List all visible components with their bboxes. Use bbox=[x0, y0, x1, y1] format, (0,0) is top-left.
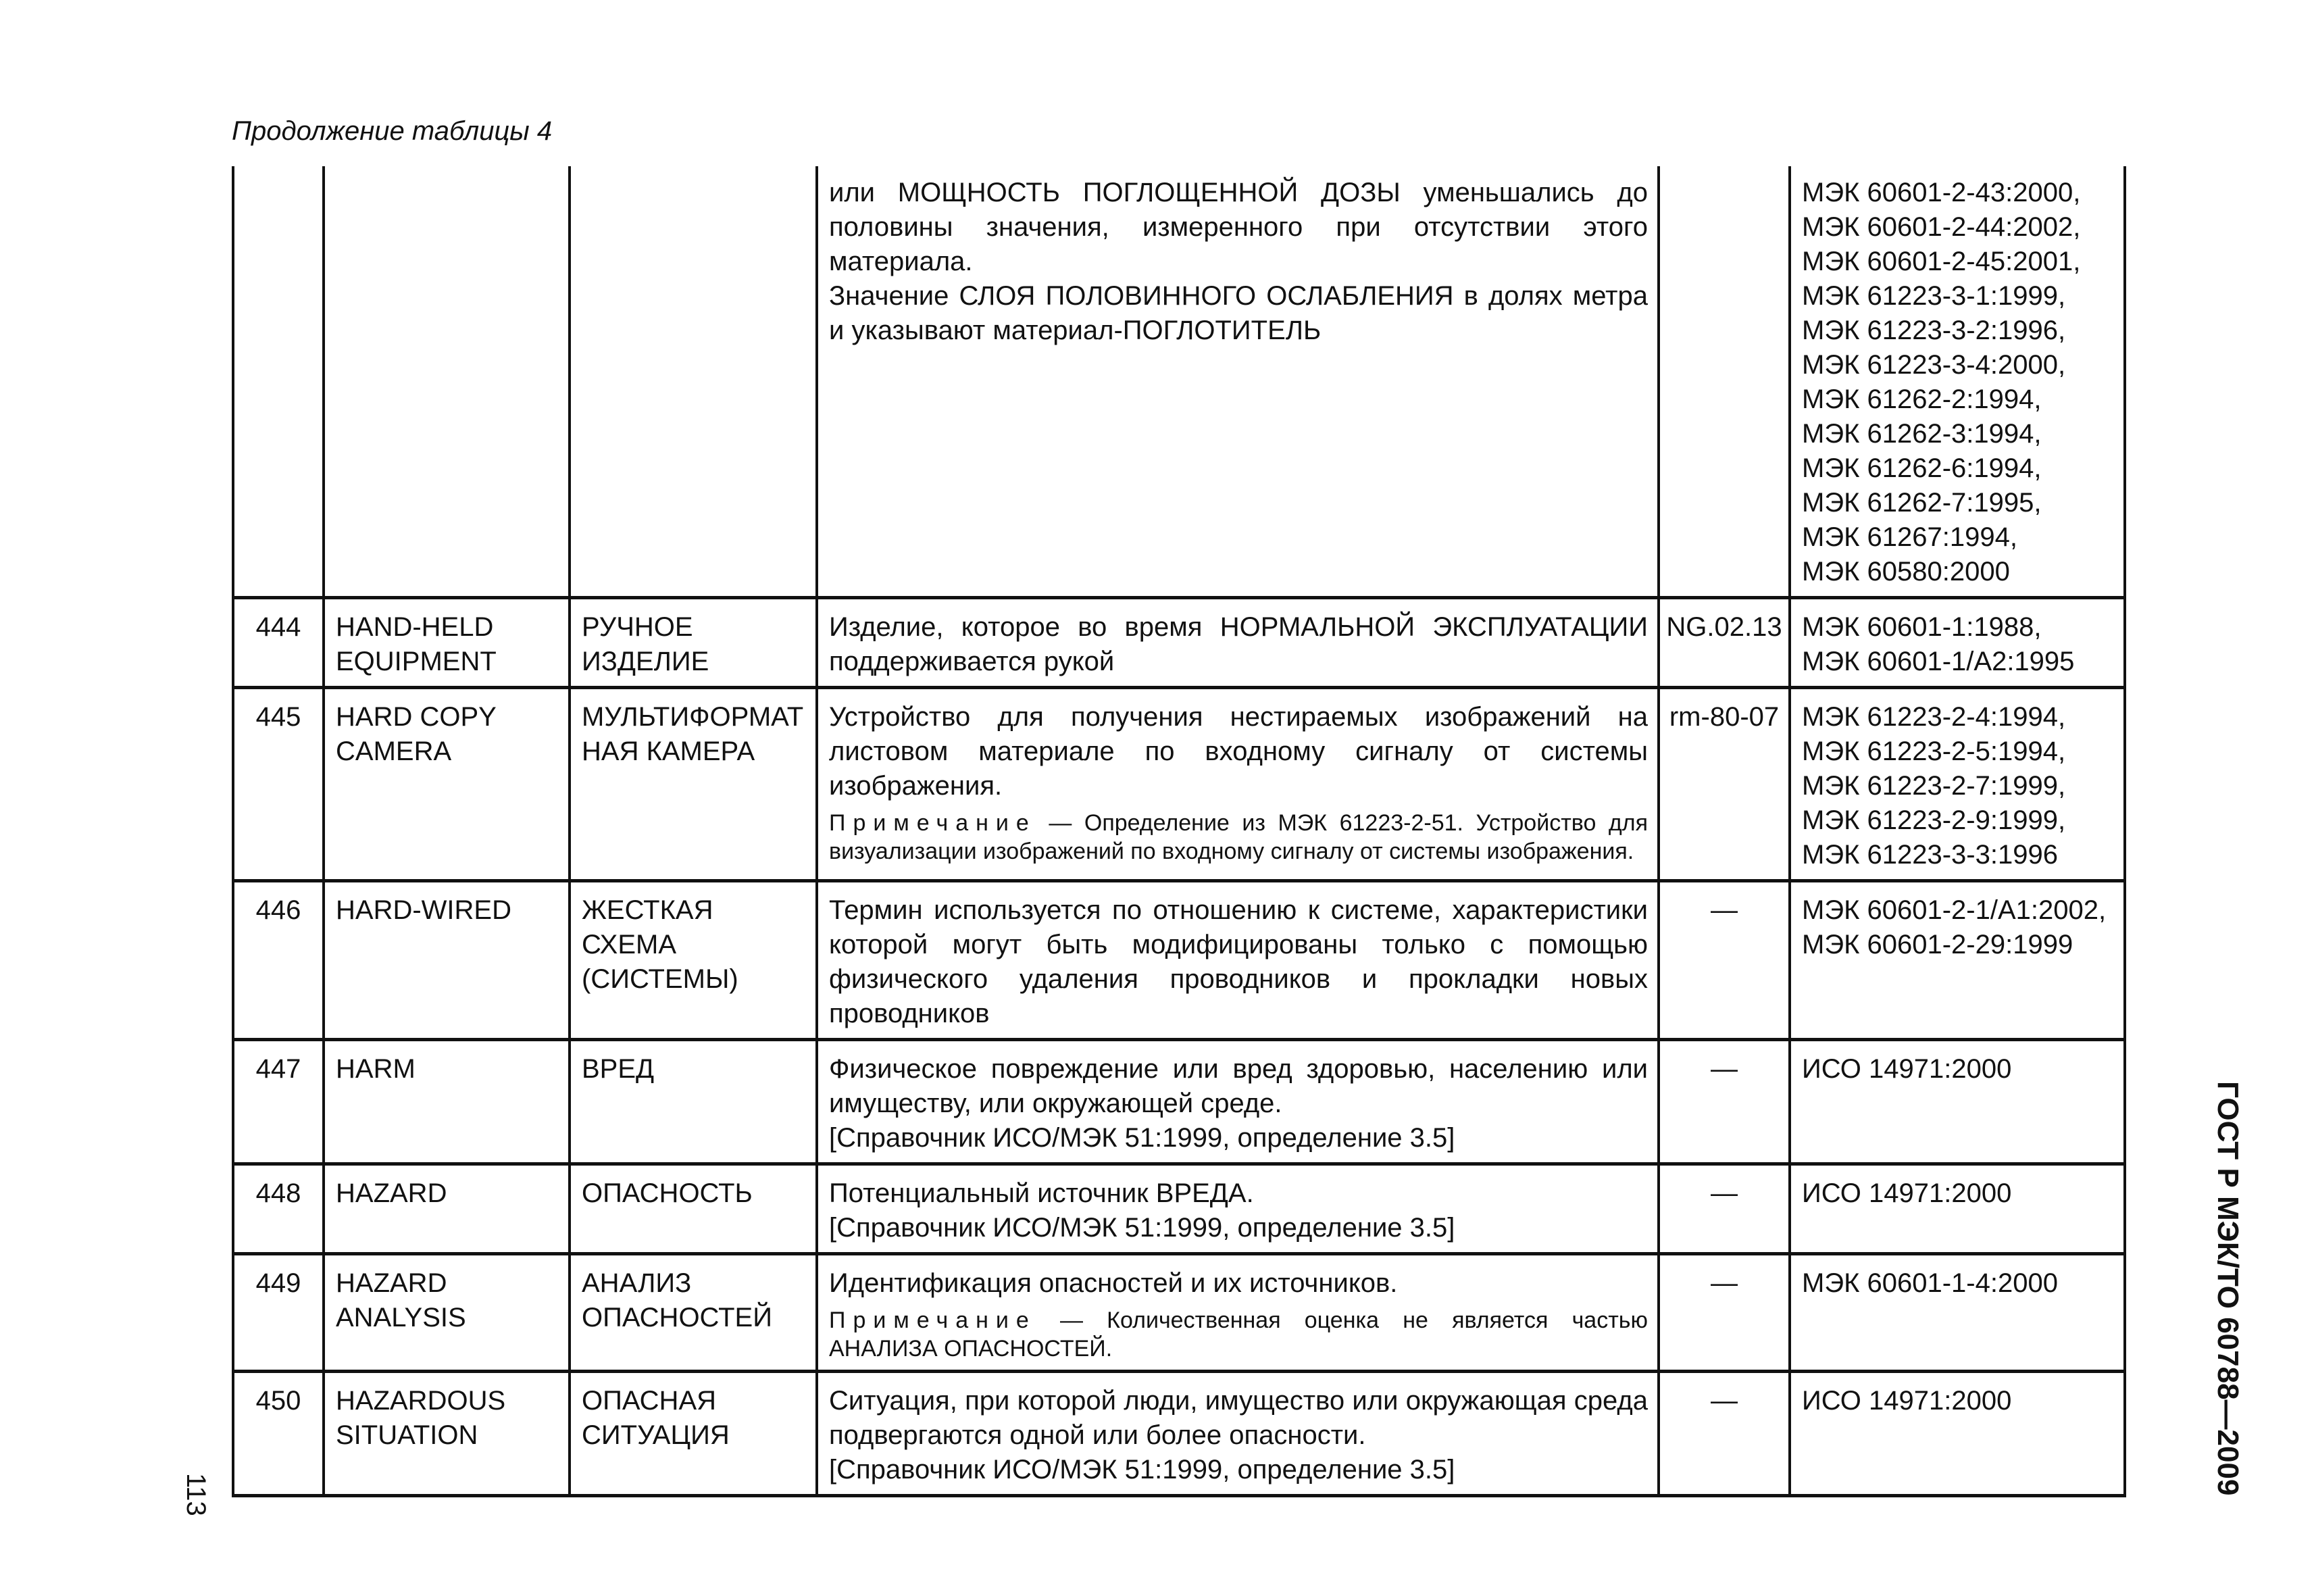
ref-item: МЭК 60601-2-29:1999 bbox=[1802, 930, 2073, 959]
ref-item: МЭК 61223-3-4:2000, bbox=[1802, 350, 2066, 380]
cell-definition bbox=[817, 1040, 1659, 1164]
term-english: HAND-HELD EQUIPMENT bbox=[336, 612, 497, 676]
table-row bbox=[233, 1164, 2125, 1254]
cell-num bbox=[233, 166, 324, 598]
cell-term-en bbox=[324, 1254, 570, 1372]
term-code: — bbox=[1711, 1054, 1738, 1084]
cell-num bbox=[233, 1040, 324, 1164]
cell-code bbox=[1659, 881, 1790, 1040]
ref-item: МЭК 60601-1-4:2000 bbox=[1802, 1268, 2058, 1298]
term-code: — bbox=[1711, 895, 1738, 925]
table-row bbox=[233, 1254, 2125, 1372]
cell-term-en bbox=[324, 598, 570, 688]
term-english: HAZARD bbox=[336, 1178, 447, 1208]
cell-definition bbox=[817, 166, 1659, 598]
note-label: Примечание bbox=[829, 1307, 1036, 1333]
cell-num bbox=[233, 1164, 324, 1254]
cell-num bbox=[233, 881, 324, 1040]
cell-definition bbox=[817, 688, 1659, 881]
term-number: 445 bbox=[255, 702, 301, 732]
term-number: 447 bbox=[255, 1054, 301, 1084]
term-russian: АНАЛИЗ ОПАСНОСТЕЙ bbox=[582, 1268, 772, 1332]
definition-text: Физическое повреждение или вред здоровью, населению или имуществу, или окружающей среде. bbox=[829, 1054, 1648, 1118]
note-label: Примечание bbox=[829, 810, 1036, 836]
ref-item: МЭК 61223-3-2:1996, bbox=[1802, 316, 2066, 345]
definition-text-2: [Справочник ИСО/МЭК 51:1999, определение 3.5] bbox=[829, 1123, 1455, 1153]
definition-text-2: [Справочник ИСО/МЭК 51:1999, определение 3.5] bbox=[829, 1455, 1455, 1485]
cell-term-ru bbox=[570, 598, 817, 688]
cell-term-ru bbox=[570, 1164, 817, 1254]
definition-note bbox=[829, 1306, 1648, 1363]
cell-definition bbox=[817, 1372, 1659, 1496]
cell-term-en bbox=[324, 688, 570, 881]
document-id-text: ГОСТ Р МЭК/ТО 60788—2009 bbox=[2211, 1081, 2244, 1496]
table-row bbox=[233, 1040, 2125, 1164]
table-row-continuation bbox=[233, 166, 2125, 598]
term-number: 449 bbox=[255, 1268, 301, 1298]
definition-note bbox=[829, 809, 1648, 866]
term-number: 450 bbox=[255, 1386, 301, 1416]
definition-text: или МОЩНОСТЬ ПОГЛОЩЕННОЙ ДОЗЫ уменьшались до половины значения, измеренного при отсутствии этого материала. bbox=[829, 178, 1648, 276]
term-english: HARD-WIRED bbox=[336, 895, 511, 925]
term-number: 448 bbox=[255, 1178, 301, 1208]
ref-item: МЭК 61223-2-5:1994, bbox=[1802, 737, 2066, 766]
term-code: — bbox=[1711, 1268, 1738, 1298]
cell-term-ru bbox=[570, 688, 817, 881]
definition-text-2: Значение СЛОЯ ПОЛОВИННОГО ОСЛАБЛЕНИЯ в долях метра и указывают материал-ПОГЛОТИТЕЛЬ bbox=[829, 281, 1648, 345]
cell-term-en bbox=[324, 1040, 570, 1164]
term-english: HARD COPY CAMERA bbox=[336, 702, 497, 766]
cell-num bbox=[233, 1372, 324, 1496]
term-english: HAZARDOUS SITUATION bbox=[336, 1386, 506, 1450]
table-row bbox=[233, 881, 2125, 1040]
ref-item: МЭК 60601-2-44:2002, bbox=[1802, 212, 2081, 242]
cell-num bbox=[233, 1254, 324, 1372]
term-code: NG.02.13 bbox=[1666, 612, 1782, 642]
ref-item: МЭК 61262-2:1994, bbox=[1802, 384, 2042, 414]
document-id bbox=[2177, 1081, 2244, 1496]
cell-term-en bbox=[324, 881, 570, 1040]
term-english: HAZARD ANALYSIS bbox=[336, 1268, 466, 1332]
page-number-text: 113 bbox=[181, 1473, 211, 1516]
term-number: 446 bbox=[255, 895, 301, 925]
cell-definition bbox=[817, 881, 1659, 1040]
ref-item: МЭК 61262-6:1994, bbox=[1802, 453, 2042, 483]
ref-item: МЭК 60601-2-43:2000, bbox=[1802, 178, 2081, 207]
term-russian: РУЧНОЕ ИЗДЕЛИЕ bbox=[582, 612, 709, 676]
ref-item: МЭК 60601-2-45:2001, bbox=[1802, 247, 2081, 276]
cell-term-ru bbox=[570, 1254, 817, 1372]
cell-term-ru bbox=[570, 1372, 817, 1496]
ref-item: МЭК 60580:2000 bbox=[1802, 557, 2010, 587]
ref-item: МЭК 61223-3-3:1996 bbox=[1802, 840, 2058, 870]
ref-item: МЭК 61223-3-1:1999, bbox=[1802, 281, 2066, 311]
ref-item: ИСО 14971:2000 bbox=[1802, 1386, 2012, 1416]
ref-item: МЭК 61223-2-9:1999, bbox=[1802, 805, 2066, 835]
cell-refs bbox=[1790, 1040, 2125, 1164]
term-code: — bbox=[1711, 1178, 1738, 1208]
definition-text: Устройство для получения нестираемых изображений на листовом материале по входному сигналу от системы изображения. bbox=[829, 702, 1648, 801]
ref-item: ИСО 14971:2000 bbox=[1802, 1054, 2012, 1084]
term-russian: МУЛЬТИФОРМАТНАЯ КАМЕРА bbox=[582, 702, 804, 766]
term-english: HARM bbox=[336, 1054, 416, 1084]
cell-num bbox=[233, 688, 324, 881]
cell-code bbox=[1659, 1040, 1790, 1164]
cell-code bbox=[1659, 1372, 1790, 1496]
table-row bbox=[233, 688, 2125, 881]
cell-code bbox=[1659, 688, 1790, 881]
cell-num bbox=[233, 598, 324, 688]
ref-item: МЭК 60601-1/А2:1995 bbox=[1802, 647, 2075, 676]
cell-refs bbox=[1790, 598, 2125, 688]
ref-item: МЭК 61267:1994, bbox=[1802, 522, 2017, 552]
definition-text: Изделие, которое во время НОРМАЛЬНОЙ ЭКСПЛУАТАЦИИ поддерживается рукой bbox=[829, 612, 1648, 676]
term-russian: ВРЕД bbox=[582, 1054, 655, 1084]
cell-code bbox=[1659, 598, 1790, 688]
cell-term-ru bbox=[570, 166, 817, 598]
table-row bbox=[233, 598, 2125, 688]
terms-table bbox=[232, 166, 2123, 1497]
ref-item: ИСО 14971:2000 bbox=[1802, 1178, 2012, 1208]
definition-text-2: [Справочник ИСО/МЭК 51:1999, определение 3.5] bbox=[829, 1213, 1455, 1243]
term-russian: ЖЕСТКАЯ СХЕМА (СИСТЕМЫ) bbox=[582, 895, 738, 994]
ref-item: МЭК 60601-2-1/А1:2002, bbox=[1802, 895, 2107, 925]
ref-item: МЭК 60601-1:1988, bbox=[1802, 612, 2042, 642]
table-caption: Продолжение таблицы 4 bbox=[232, 116, 553, 146]
term-code: rm-80-07 bbox=[1669, 702, 1780, 732]
ref-item: МЭК 61262-3:1994, bbox=[1802, 419, 2042, 449]
term-number: 444 bbox=[255, 612, 301, 642]
cell-refs bbox=[1790, 1164, 2125, 1254]
definition-text: Идентификация опасностей и их источников. bbox=[829, 1268, 1398, 1298]
term-russian: ОПАСНОСТЬ bbox=[582, 1178, 753, 1208]
ref-item: МЭК 61223-2-7:1999, bbox=[1802, 771, 2066, 801]
definition-text: Потенциальный источник ВРЕДА. bbox=[829, 1178, 1254, 1208]
cell-definition bbox=[817, 1164, 1659, 1254]
cell-term-en bbox=[324, 166, 570, 598]
cell-refs bbox=[1790, 881, 2125, 1040]
cell-code bbox=[1659, 1254, 1790, 1372]
cell-code bbox=[1659, 166, 1790, 598]
cell-term-en bbox=[324, 1372, 570, 1496]
cell-refs bbox=[1790, 688, 2125, 881]
cell-refs bbox=[1790, 1254, 2125, 1372]
cell-term-en bbox=[324, 1164, 570, 1254]
note-text: — Определение из МЭК 61223-2-51. Устройство для визуализации изображений по входному сигналу от системы изображения. bbox=[829, 810, 1648, 864]
cell-definition bbox=[817, 1254, 1659, 1372]
note-text: — Количественная оценка не является частью АНАЛИЗА ОПАСНОСТЕЙ. bbox=[829, 1307, 1648, 1362]
cell-code bbox=[1659, 1164, 1790, 1254]
term-russian: ОПАСНАЯ СИТУАЦИЯ bbox=[582, 1386, 730, 1450]
table-row bbox=[233, 1372, 2125, 1496]
page-number bbox=[151, 1473, 211, 1516]
cell-refs bbox=[1790, 166, 2125, 598]
definition-text: Термин используется по отношению к системе, характеристики которой могут быть модифицированы только с помощью физического удаления проводников и прокладки новых проводников bbox=[829, 895, 1648, 1028]
ref-item: МЭК 61223-2-4:1994, bbox=[1802, 702, 2066, 732]
cell-definition bbox=[817, 598, 1659, 688]
ref-item: МЭК 61262-7:1995, bbox=[1802, 488, 2042, 518]
cell-term-ru bbox=[570, 881, 817, 1040]
term-code: — bbox=[1711, 1386, 1738, 1416]
definition-text: Ситуация, при которой люди, имущество или окружающая среда подвергаются одной или более опасности. bbox=[829, 1386, 1648, 1450]
cell-refs bbox=[1790, 1372, 2125, 1496]
cell-term-ru bbox=[570, 1040, 817, 1164]
